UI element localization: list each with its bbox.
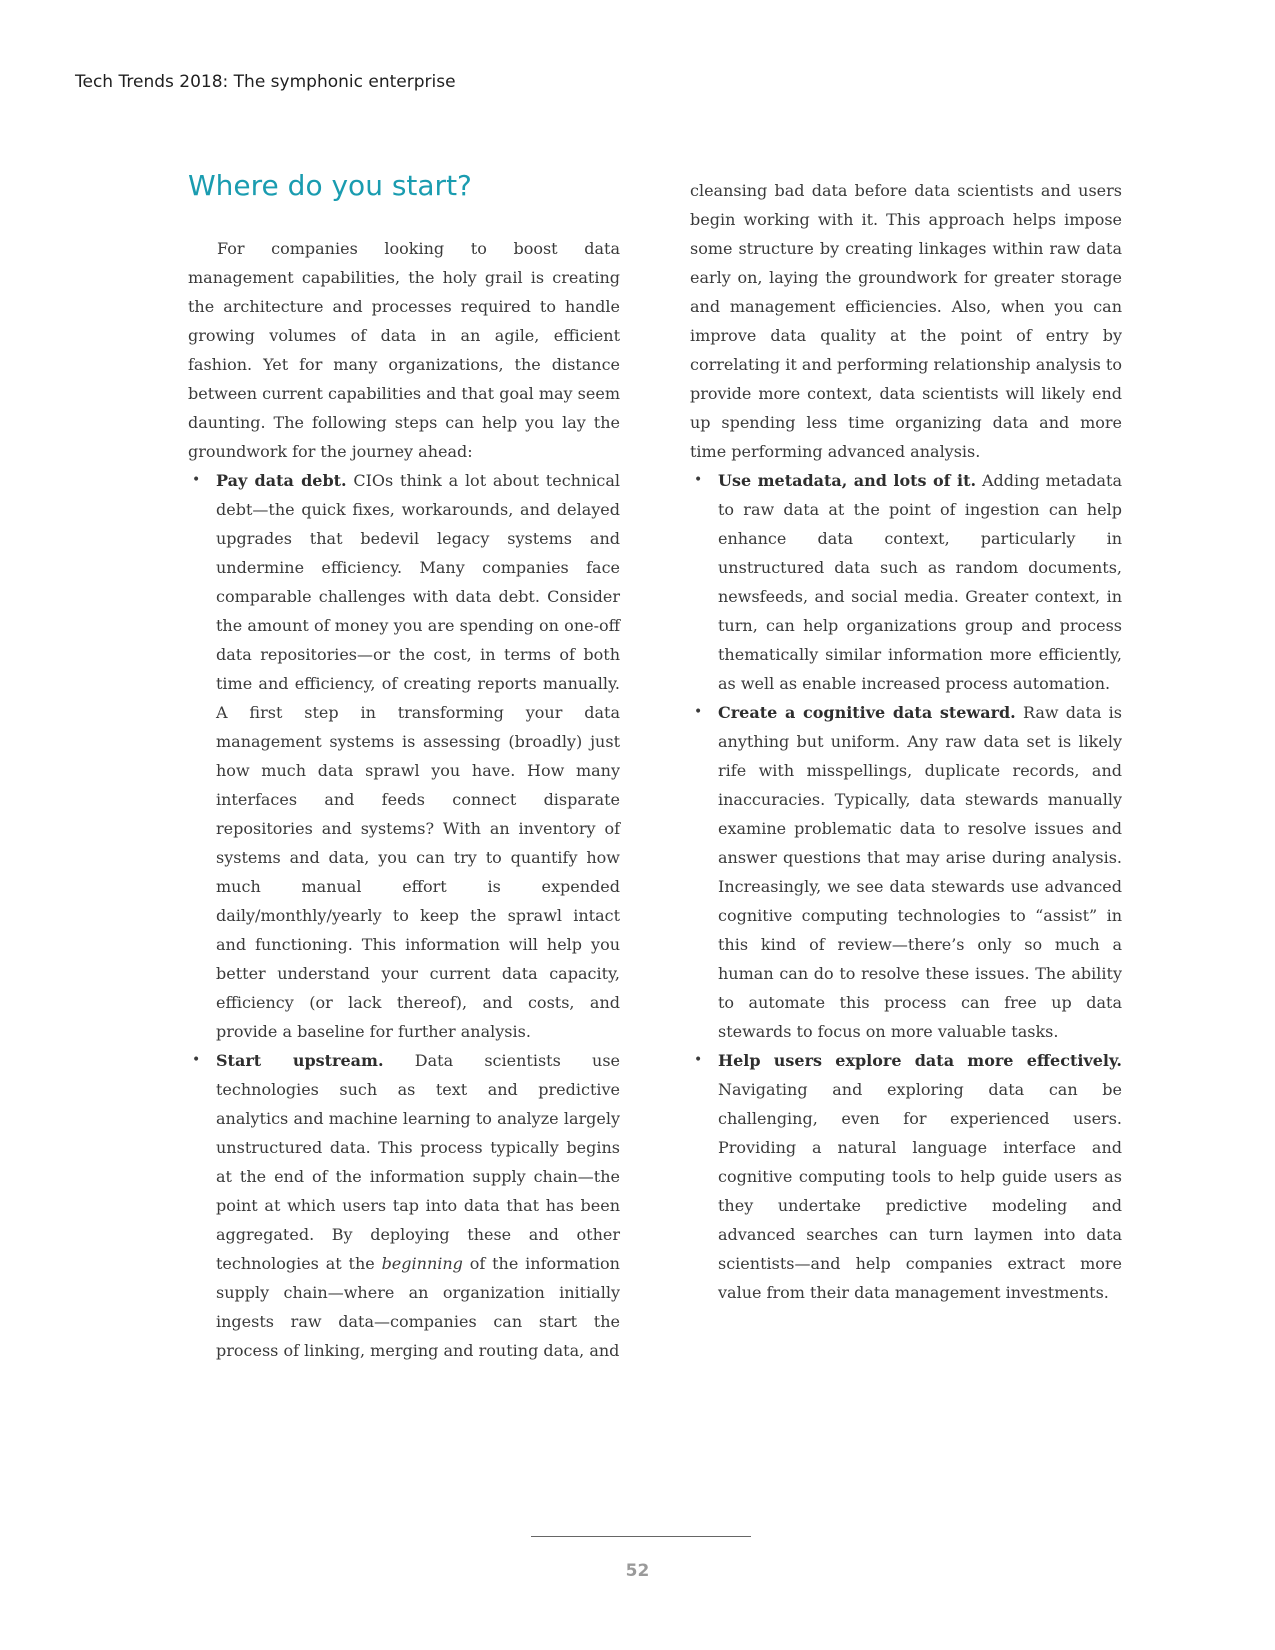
list-item-lead: Use metadata, and lots of it.	[718, 471, 977, 490]
list-item-text: Adding metadata to raw data at the point of ingestion can help enhance data context, particularly in unstructured data such as random documents, newsfeeds, and social media. Greater context, in turn, can help organizations group and process thematically similar information more efficiently, as well as enable increased process automation.	[718, 471, 1123, 693]
list-item-text: Data scientists use technologies such as text and predictive analytics and machine learning to analyze largely unstructured data. This process typically begins at the end of the information supply chain—the point at which users tap into data that has been aggregated. By deploying these and other technologies at the	[216, 1051, 620, 1273]
bullet-marker: •	[694, 1052, 703, 1068]
list-item-text-continued: of the information supply chain—where an organization initially ingests raw data—companies can start the process of linking, merging and routing data, and	[216, 1254, 620, 1360]
footer-divider	[531, 1536, 751, 1537]
list-item-lead: Pay data debt.	[216, 471, 347, 490]
list-item-lead: Create a cognitive data steward.	[718, 703, 1016, 722]
bullet-marker: •	[694, 472, 703, 488]
list-item-cognitive-data-steward	[690, 698, 1122, 1046]
list-item-use-metadata	[690, 466, 1122, 698]
page-number: 52	[625, 1561, 650, 1581]
list-item-text: CIOs think a lot about technical debt—the quick fixes, workarounds, and delayed upgrades that bedevil legacy systems and undermine efficiency. Many companies face comparable challenges with data debt. Consider the amount of money you are spending on one-off data repositories—or the cost, in terms of both time and efficiency, of creating reports manually. A first step in transforming your data management systems is assessing (broadly) just how much data sprawl you have. How many interfaces and feeds connect disparate repositories and systems? With an inventory of systems and data, you can try to quantify how much manual effort is expended daily/monthly/yearly to keep the sprawl intact and functioning. This information will help you better understand your current data capacity, efficiency (or lack thereof), and costs, and provide a baseline for further analysis.	[216, 471, 620, 1041]
right-column	[690, 176, 1122, 1307]
intro-paragraph: For companies looking to boost data management capabilities, the holy grail is creating the architecture and processes required to handle growing volumes of data in an agile, efficient fashion. Yet for many organizations, the distance between current capabilities and that goal may seem daunting. The following steps can help you lay the groundwork for the journey ahead:	[188, 239, 620, 461]
list-item-help-users-explore	[690, 1046, 1122, 1307]
list-item-start-upstream	[188, 1046, 620, 1365]
list-item-text: Navigating and exploring data can be challenging, even for experienced users. Providing a natural language interface and cognitive computing tools to help guide users as they undertake predictive modeling and advanced searches can turn laymen into data scientists—and help companies extract more value from their data management investments.	[718, 1080, 1122, 1302]
steps-list-left	[188, 466, 620, 1365]
list-item-emphasis: beginning	[381, 1254, 463, 1273]
bullet-marker: •	[192, 1052, 201, 1068]
bullet-marker: •	[694, 704, 703, 720]
running-title: Tech Trends 2018: The symphonic enterprise	[75, 72, 456, 92]
list-item-text: Raw data is anything but uniform. Any raw data set is likely rife with misspellings, duplicate records, and inaccuracies. Typically, data stewards manually examine problematic data to resolve issues and answer questions that may arise during analysis. Increasingly, we see data stewards use advanced cognitive computing technologies to “assist” in this kind of review—there’s only so much a human can do to resolve these issues. The ability to automate this process can free up data stewards to focus on more valuable tasks.	[718, 703, 1123, 1041]
continued-paragraph: cleansing bad data before data scientists and users begin working with it. This approach helps impose some structure by creating linkages within raw data early on, laying the groundwork for greater storage and management efficiencies. Also, when you can improve data quality at the point of entry by correlating it and performing relationship analysis to provide more context, data scientists will likely end up spending less time organizing data and more time performing advanced analysis.	[690, 181, 1122, 461]
steps-list-right	[690, 466, 1122, 1307]
section-title: Where do you start?	[188, 169, 472, 202]
bullet-marker: •	[192, 472, 201, 488]
left-column	[188, 166, 620, 1365]
list-item-lead: Help users explore data more effectively.	[718, 1051, 1122, 1070]
list-item-lead: Start upstream.	[216, 1051, 384, 1070]
list-item-pay-data-debt	[188, 466, 620, 1046]
